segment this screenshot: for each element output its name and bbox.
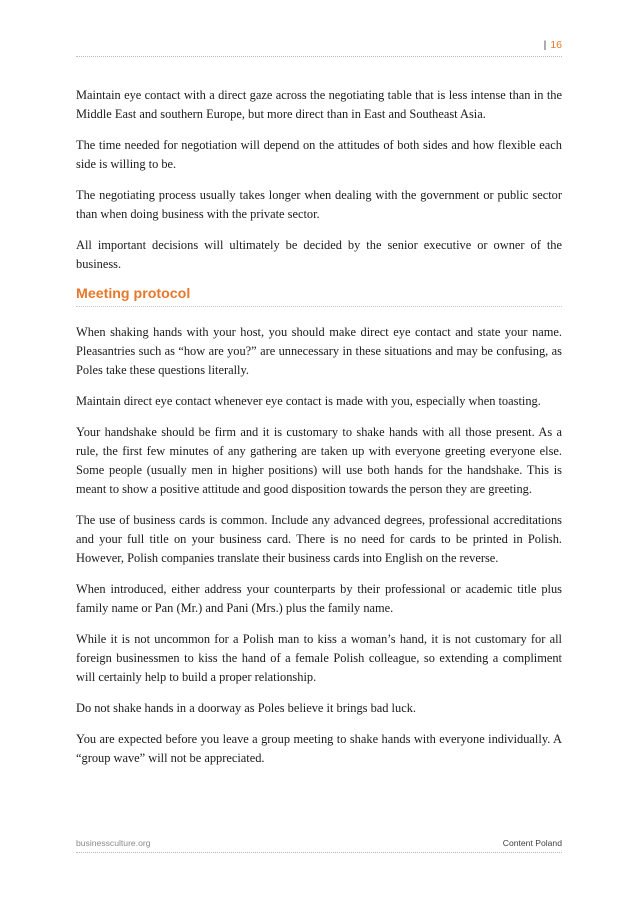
footer-site: businessculture.org <box>76 838 151 848</box>
paragraph: Your handshake should be firm and it is customary to shake hands with all those present. As a rule, the first few minutes of any gathering are taken up with everyone greeting everyone else. Some people (usually men in higher positions) will use both hands for the handshake. This is meant to show a positive attitude and good disposition towards the person they are greeting. <box>76 425 562 496</box>
footer-section: Content Poland <box>502 838 562 848</box>
section-heading: Meeting protocol <box>76 286 562 307</box>
page-footer <box>76 838 562 853</box>
paragraph: Maintain direct eye contact whenever eye contact is made with you, especially when toasting. <box>76 394 541 408</box>
page-number-separator: | <box>543 39 547 51</box>
paragraph: Do not shake hands in a doorway as Poles believe it brings bad luck. <box>76 701 416 715</box>
page-header <box>76 36 562 57</box>
page-number-value: 16 <box>550 39 562 51</box>
paragraph: While it is not uncommon for a Polish man to kiss a woman’s hand, it is not customary for all foreign businessmen to kiss the hand of a female Polish colleague, so extending a compliment will certainly help to build a proper relationship. <box>76 632 562 684</box>
paragraph: When shaking hands with your host, you should make direct eye contact and state your name. Pleasantries such as “how are you?” are unnecessary in these situations and may be confusing, as Poles take these questions literally. <box>76 325 562 377</box>
paragraph: Maintain eye contact with a direct gaze across the negotiating table that is less intense than in the Middle East and southern Europe, but more direct than in East and Southeast Asia. <box>76 88 562 121</box>
paragraph: You are expected before you leave a group meeting to shake hands with everyone individually. A “group wave” will not be appreciated. <box>76 732 562 765</box>
paragraph: The use of business cards is common. Include any advanced degrees, professional accreditations and your full title on your business card. There is no need for cards to be printed in Polish. However, Polish companies translate their business cards into English on the reverse. <box>76 513 562 565</box>
paragraph: When introduced, either address your counterparts by their professional or academic title plus family name or Pan (Mr.) and Pani (Mrs.) plus the family name. <box>76 582 562 615</box>
paragraph: The time needed for negotiation will depend on the attitudes of both sides and how flexible each side is willing to be. <box>76 138 562 171</box>
paragraph: All important decisions will ultimately be decided by the senior executive or owner of the business. <box>76 238 562 271</box>
document-body <box>76 86 562 780</box>
page-number <box>544 39 562 51</box>
paragraph: The negotiating process usually takes longer when dealing with the government or public sector than when doing business with the private sector. <box>76 188 562 221</box>
